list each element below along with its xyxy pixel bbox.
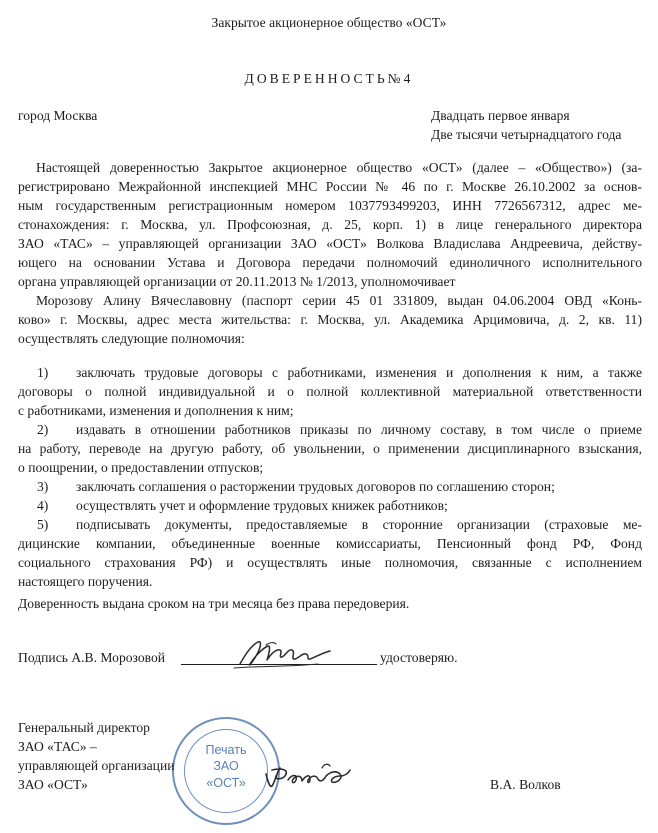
text-line: Морозову Алину Вячеславовну (паспорт серии 45 01 331809, выдан 04.06.2004 ОВД «Конь- — [36, 293, 642, 308]
text-line: ным государственным регистрационным номером 1037793499203, ИНН 7726567312, адрес ме- — [18, 198, 642, 213]
organization-header: Закрытое акционерное общество «ОСТ» — [211, 15, 447, 30]
item-number: 2) — [37, 422, 49, 437]
text-line: ющего на основании Устава и Договора передачи полномочий единоличного исполнительного — [18, 255, 642, 270]
text-line: осуществлять следующие полномочия: — [18, 331, 245, 346]
attestation-suffix: удостоверяю. — [380, 650, 458, 665]
text-line: о поощрении, о предоставлении отпусков; — [18, 460, 264, 475]
text-line: органа управляющей организации от 20.11.2013 № 1/2013, уполномочивает — [18, 274, 456, 289]
item-number: 4) — [37, 498, 49, 513]
signatory-position-line: Генеральный директор — [18, 720, 150, 735]
item-number: 1) — [37, 365, 49, 380]
date-line-2: Две тысячи четырнадцатого года — [431, 127, 622, 142]
text-line: заключать трудовые договоры с работниками, изменения и дополнения к ним, а также — [76, 365, 642, 380]
signatory-position-line: управляющей организации — [18, 758, 175, 773]
signatory-position-line: ЗАО «ОСТ» — [18, 777, 88, 792]
text-line: Настоящей доверенностью Закрытое акционерное общество «ОСТ» (далее – «Общество») (за- — [36, 160, 642, 175]
text-line: социального страхования РФ) и осуществлять иные полномочия, связанные с исполнением — [18, 555, 642, 570]
stamp-text-line: Печать — [205, 743, 247, 757]
morozova-signature — [226, 633, 336, 677]
text-line: настоящего поручения. — [18, 574, 153, 589]
signatory-name: В.А. Волков — [490, 777, 561, 792]
text-line: осуществлять учет и оформление трудовых книжек работников; — [76, 498, 448, 513]
document-title: ДОВЕРЕННОСТЬ№4 — [244, 71, 414, 86]
attestation-label: Подпись А.В. Морозовой — [18, 650, 166, 665]
stamp-text-line: ЗАО — [213, 759, 239, 773]
text-line: дицинские компании, объединенные военные комиссариаты, Пенсионный фонд РФ, Фонд — [18, 536, 642, 551]
item-number: 5) — [37, 517, 49, 532]
volkov-signature — [260, 758, 356, 798]
item-number: 3) — [37, 479, 49, 494]
text-line: заключать соглашения о расторжении трудовых договоров по соглашению сторон; — [76, 479, 555, 494]
text-line: договоры о полной индивидуальной и о полной коллективной материальной ответственности — [18, 384, 642, 399]
text-line: издавать в отношении работников приказы по личному составу, в том числе о приеме — [76, 422, 642, 437]
signatory-position-line: ЗАО «ТАС» – — [18, 739, 97, 754]
text-line: с работниками, изменения и дополнения к ним; — [18, 403, 294, 418]
text-line: ЗАО «ТАС» – управляющей организации ЗАО «ОСТ» Волкова Владислава Андреевича, действу- — [18, 236, 642, 251]
validity-statement: Доверенность выдана сроком на три месяца без права передоверия. — [18, 596, 410, 611]
text-line: на работу, переводе на другую работу, об увольнении, о применении дисциплинарного взыскания, — [18, 441, 642, 456]
text-line: подписывать документы, предоставляемые в сторонние организации (страховые ме- — [76, 517, 642, 532]
text-line: ково» г. Москвы, адрес места жительства: г. Москва, ул. Академика Арцимовича, д. 2, кв. 11) — [18, 312, 642, 327]
stamp-text-line: «ОСТ» — [206, 776, 246, 790]
text-line: регистрировано Межрайонной инспекцией МНС России № 46 по г. Москве 26.10.2002 за основ- — [18, 179, 642, 194]
text-line: стонахождения: г. Москва, ул. Профсоюзная, д. 25, корп. 1) в лице генерального директора — [18, 217, 642, 232]
date-line-1: Двадцать первое января — [431, 108, 570, 123]
city: город Москва — [18, 108, 98, 123]
